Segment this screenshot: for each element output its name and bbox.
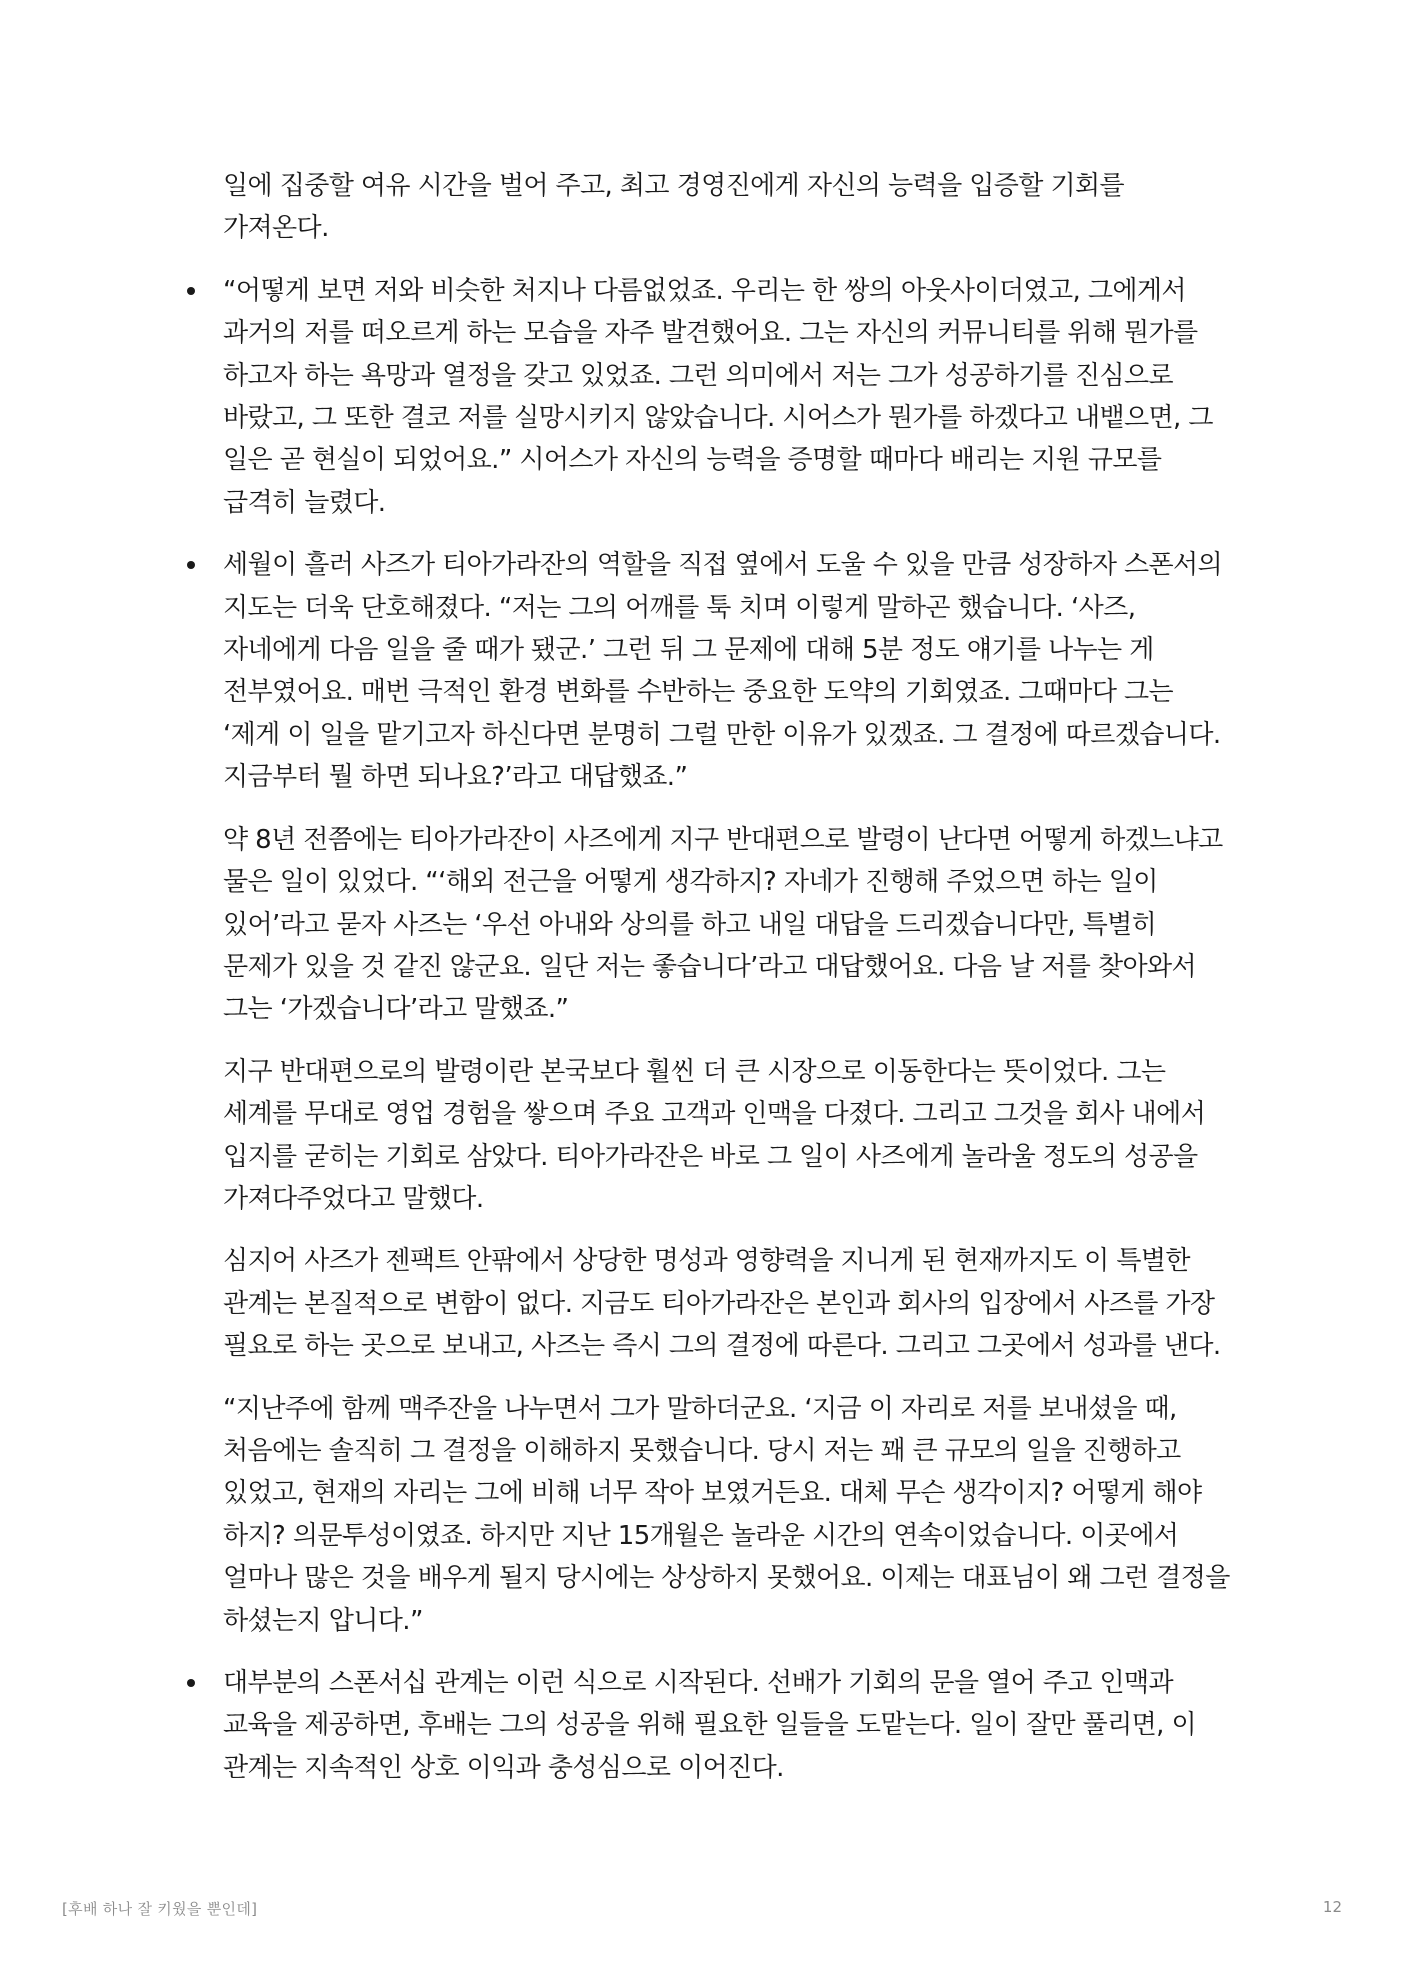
bullet-marker [187,561,195,569]
paragraph: 약 8년 전쯤에는 티아가라잔이 사즈에게 지구 반대편으로 발령이 난다면 어떻게 하겠느냐고 물은 일이 있었다. “‘해외 전근을 어떻게 생각하지? 자네가 진행해 주었으면 하는 일이 있어’라고 묻자 사즈는 ‘우선 아내와 상의를 하고 내일 대답을 드리겠습니다만, 특별히 문제가 있을 것 같진 않군요. 일단 저는 좋습니다’라고 대답했어요. 다음 날 저를 찾아와서 그는 ‘가겠습니다’라고 말했죠.” [223,824,1223,1025]
bullet-item [223,544,1235,798]
bullet-marker [187,1679,195,1687]
paragraph: 지구 반대편으로의 발령이란 본국보다 훨씬 더 큰 시장으로 이동한다는 뜻이었다. 그는 세계를 무대로 영업 경험을 쌓으며 주요 고객과 인맥을 다졌다. 그리고 그것을 회사 내에서 입지를 굳히는 기회로 삼았다. 티아가라잔은 바로 그 일이 사즈에게 놀라울 정도의 성공을 가져다주었다고 말했다. [223,1056,1206,1214]
bullet-marker [187,287,195,295]
page-body [223,165,1235,1809]
bullet-item [223,270,1235,524]
bullet-text: 세월이 흘러 사즈가 티아가라잔의 역할을 직접 옆에서 도울 수 있을 만큼 성장하자 스폰서의 지도는 더욱 단호해졌다. “저는 그의 어깨를 툭 치며 이렇게 말하곤 했습니다. ‘사즈, 자네에게 다음 일을 줄 때가 됐군.’ 그런 뒤 그 문제에 대해 5분 정도 얘기를 나누는 게 전부였어요. 매번 극적인 환경 변화를 수반하는 중요한 도약의 기회였죠. 그때마다 그는 ‘제게 이 일을 맡기고자 하신다면 분명히 그럴 만한 이유가 있겠죠. 그 결정에 따르겠습니다. 지금부터 뭘 하면 되나요?’라고 대답했죠.” [223,550,1223,793]
footer-book-title: [후배 하나 잘 키웠을 뿐인데] [62,1900,258,1918]
paragraph: 심지어 사즈가 젠팩트 안팎에서 상당한 명성과 영향력을 지니게 된 현재까지도 이 특별한 관계는 본질적으로 변함이 없다. 지금도 티아가라잔은 본인과 회사의 입장에서 사즈를 가장 필요로 하는 곳으로 보내고, 사즈는 즉시 그의 결정에 따른다. 그리고 그곳에서 성과를 낸다. [223,1246,1221,1362]
bullet-text: “어떻게 보면 저와 비슷한 처지나 다름없었죠. 우리는 한 쌍의 아웃사이더였고, 그에게서 과거의 저를 떠오르게 하는 모습을 자주 발견했어요. 그는 자신의 커뮤니티를 위해 뭔가를 하고자 하는 욕망과 열정을 갖고 있었죠. 그런 의미에서 저는 그가 성공하기를 진심으로 바랐고, 그 또한 결코 저를 실망시키지 않았습니다. 시어스가 뭔가를 하겠다고 내뱉으면, 그 일은 곧 현실이 되었어요.” 시어스가 자신의 능력을 증명할 때마다 배리는 지원 규모를 급격히 늘렸다. [223,275,1213,518]
bullet-item [223,1662,1235,1789]
paragraph-quote: “지난주에 함께 맥주잔을 나누면서 그가 말하더군요. ‘지금 이 자리로 저를 보내셨을 때, 처음에는 솔직히 그 결정을 이해하지 못했습니다. 당시 저는 꽤 큰 규모의 일을 진행하고 있었고, 현재의 자리는 그에 비해 너무 작아 보였거든요. 대체 무슨 생각이지? 어떻게 해야 하지? 의문투성이였죠. 하지만 지난 15개월은 놀라운 시간의 연속이었습니다. 이곳에서 얼마나 많은 것을 배우게 될지 당시에는 상상하지 못했어요. 이제는 대표님이 왜 그런 결정을 하셨는지 압니다.” [223,1393,1230,1636]
paragraph-continuation: 일에 집중할 여유 시간을 벌어 주고, 최고 경영진에게 자신의 능력을 입증할 기회를 가져온다. [223,171,1125,244]
bullet-text: 대부분의 스폰서십 관계는 이런 식으로 시작된다. 선배가 기회의 문을 열어 주고 인맥과 교육을 제공하면, 후배는 그의 성공을 위해 필요한 일들을 도맡는다. 일이 잘만 풀리면, 이 관계는 지속적인 상호 이익과 충성심으로 이어진다. [223,1668,1197,1783]
footer-page-number: 12 [1322,1898,1342,1916]
